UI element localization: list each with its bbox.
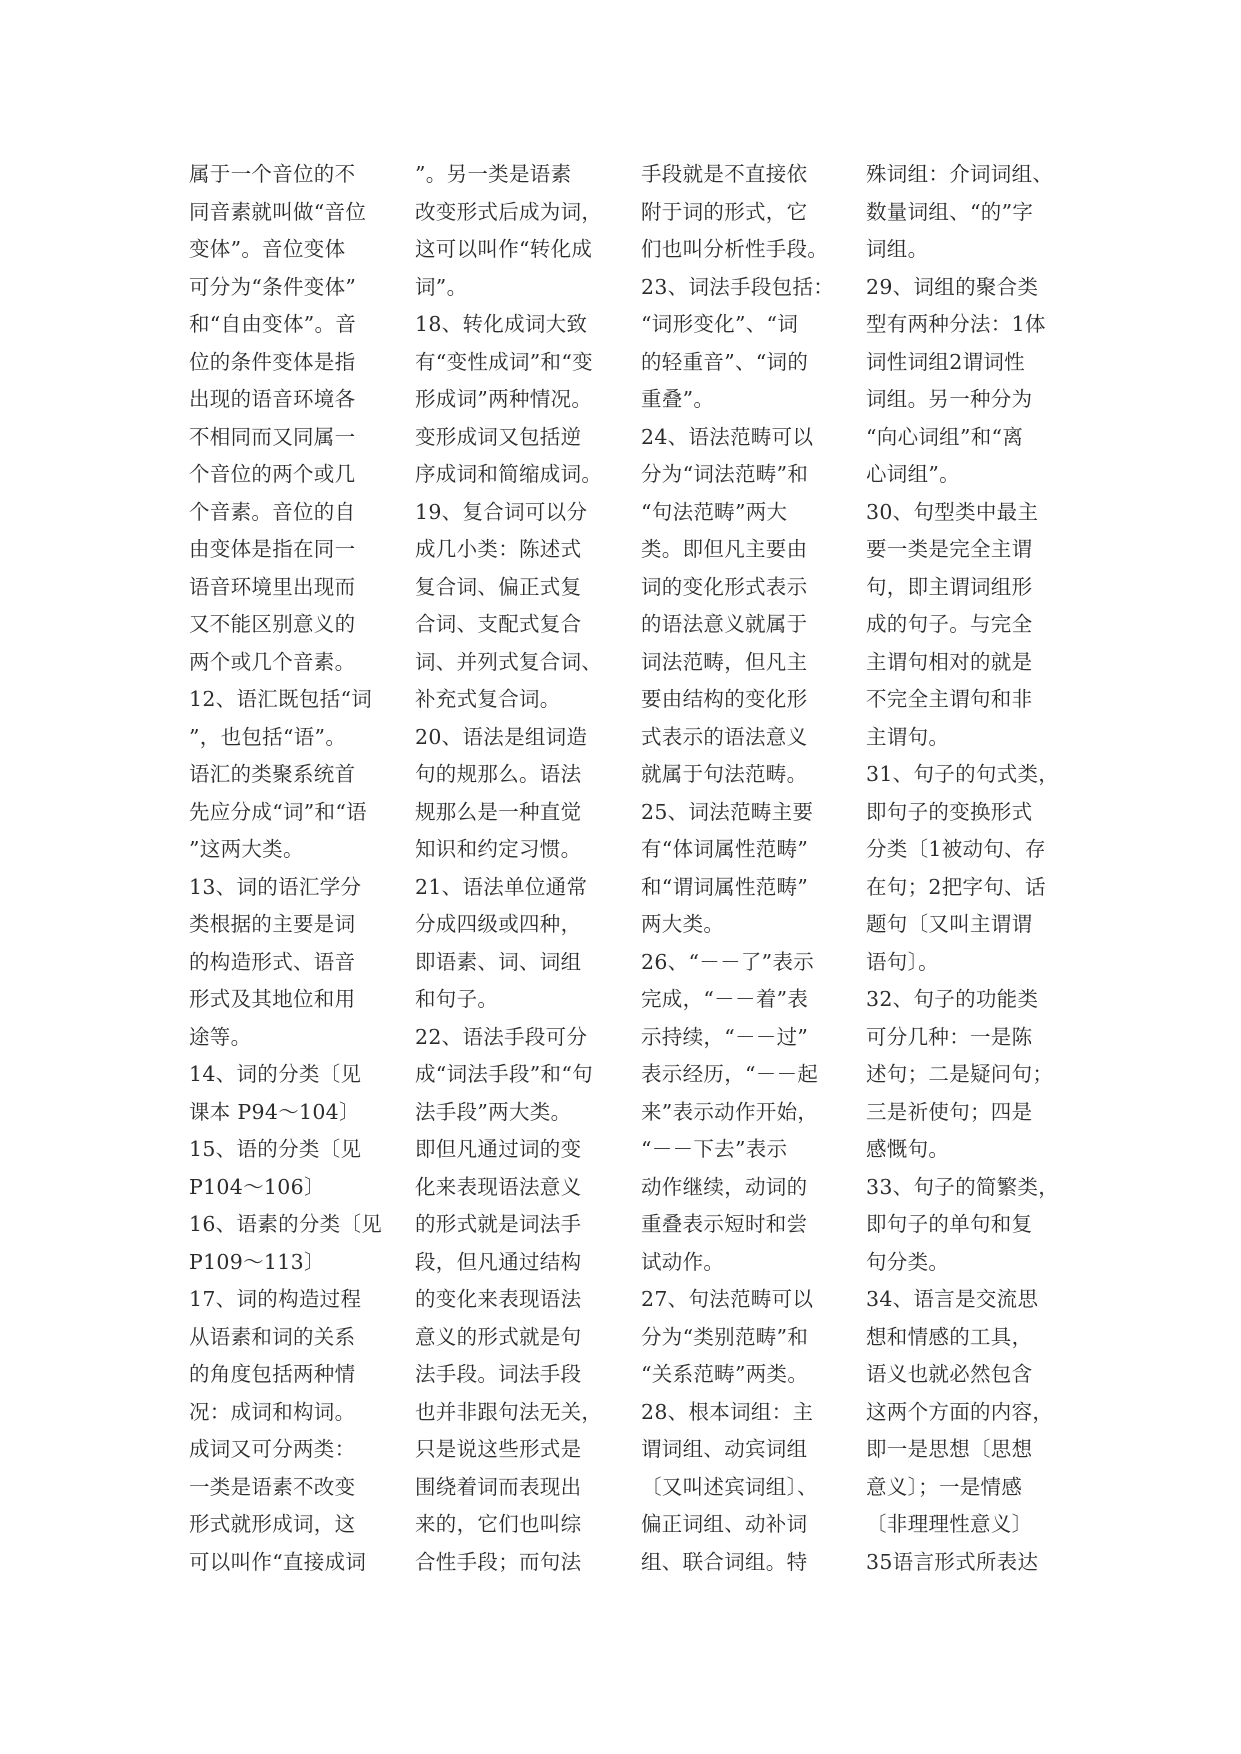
text-line: 分为“词法范畴”和 xyxy=(641,462,809,486)
text-line: 式表示的语法意义 xyxy=(641,724,808,749)
text-line: 这可以叫作“转化成 xyxy=(415,237,593,261)
text-line: 想和情感的工具， xyxy=(866,1324,1033,1349)
text-line: 先应分成“词”和“语 xyxy=(189,799,367,824)
text-line: 分类〔1被动句、存 xyxy=(866,837,1046,861)
text-line: 的角度包括两种情 xyxy=(189,1362,356,1386)
text-line: 有“体词属性范畴” xyxy=(641,837,809,861)
text-line: 变形成词又包括逆 xyxy=(415,424,582,449)
text-line: 12、语汇既包括“词 xyxy=(189,687,373,711)
text-line: 和“自由变体”。音 xyxy=(189,312,357,336)
text-line: 成的句子。与完全 xyxy=(866,612,1033,636)
text-line: 语音环境里出现而 xyxy=(189,574,356,599)
text-line: 29、词组的聚合类 xyxy=(866,274,1039,299)
text-line: 课本 P94～104〕 xyxy=(189,1099,360,1124)
text-line: 又不能区别意义的 xyxy=(189,612,356,636)
text-line: P104～106〕 xyxy=(189,1174,325,1199)
text-line: 属于一个音位的不 xyxy=(189,162,356,186)
text-line: 词法范畴，但凡主 xyxy=(641,649,808,674)
text-line: 殊词组：介词词组、 xyxy=(866,162,1054,186)
text-line: 类根据的主要是词 xyxy=(189,912,356,936)
text-line: 一类是语素不改变 xyxy=(189,1474,356,1499)
text-line: 成词又可分两类： xyxy=(189,1437,356,1461)
text-line: 出现的语音环境各 xyxy=(189,387,356,411)
text-line: ”。另一类是语素 xyxy=(415,162,572,186)
text-line: 不相同而又同属一 xyxy=(189,424,356,449)
text-line: 知识和约定习惯。 xyxy=(415,837,582,861)
text-line: 分成四级或四种， xyxy=(415,912,582,936)
text-line: 完成，“－－着”表 xyxy=(641,987,809,1011)
text-line: 即句子的变换形式 xyxy=(866,799,1033,824)
text-line: 词组。另一种分为 xyxy=(866,387,1033,411)
text-line: 即句子的单句和复 xyxy=(866,1212,1033,1236)
text-line: 有“变性成词”和“变 xyxy=(415,349,593,374)
text-line: 19、复合词可以分 xyxy=(415,499,588,524)
text-line: 不完全主谓句和非 xyxy=(866,687,1033,711)
text-line: 形式就形成词，这 xyxy=(189,1512,356,1536)
text-line: 重叠”。 xyxy=(641,387,715,411)
text-line: 33、句子的简繁类， xyxy=(866,1174,1060,1199)
text-line: “句法范畴”两大 xyxy=(641,499,788,524)
text-line: 词性词组2谓词性 xyxy=(866,349,1025,374)
text-line: 类。即但凡主要由 xyxy=(641,537,808,561)
text-line: 21、语法单位通常 xyxy=(415,874,588,899)
text-line: 形式及其地位和用 xyxy=(189,987,356,1011)
text-line: 同音素就叫做“音位 xyxy=(189,199,367,224)
text-line: 语句〕。 xyxy=(866,949,939,974)
text-line: “关系范畴”两类。 xyxy=(641,1362,809,1386)
text-line: 15、语的分类〔见 xyxy=(189,1137,362,1161)
text-line: 的变化来表现语法 xyxy=(415,1287,582,1311)
text-line: 23、词法手段包括： xyxy=(641,274,835,299)
text-line: 〔又叫述宾词组〕、 xyxy=(641,1474,818,1499)
text-line: 35语言形式所表达 xyxy=(866,1549,1039,1574)
text-line: 偏正词组、动补词 xyxy=(641,1512,808,1536)
text-column-3 xyxy=(641,156,841,1581)
text-line: 合词、支配式复合 xyxy=(415,612,582,636)
text-line: 34、语言是交流思 xyxy=(866,1287,1039,1311)
text-line: 可分为“条件变体” xyxy=(189,274,357,299)
text-line: “－－下去”表示 xyxy=(641,1137,788,1161)
text-line: 主谓句相对的就是 xyxy=(866,649,1033,674)
text-line: 合性手段；而句法 xyxy=(415,1549,582,1574)
text-line: 26、“－－了”表示 xyxy=(641,949,815,974)
text-line: 感慨句。 xyxy=(866,1137,950,1161)
text-line: 示持续，“－－过” xyxy=(641,1024,809,1049)
text-line: 附于词的形式，它 xyxy=(641,199,808,224)
text-line: 语汇的类聚系统首 xyxy=(189,762,356,786)
text-line: 的语法意义就属于 xyxy=(641,612,808,636)
text-line: 组、联合词组。特 xyxy=(641,1549,808,1574)
text-line: 法手段”两大类。 xyxy=(415,1099,572,1124)
text-line: 词、并列式复合词、 xyxy=(415,649,603,674)
text-line: 两大类。 xyxy=(641,912,725,936)
text-line: 表示经历，“－－起 xyxy=(641,1062,819,1086)
text-line: 主谓句。 xyxy=(866,724,950,749)
text-line: 来”表示动作开始， xyxy=(641,1099,819,1124)
text-line: 改变形式后成为词， xyxy=(415,199,603,224)
text-line: 的构造形式、语音 xyxy=(189,949,356,974)
text-line: 25、词法范畴主要 xyxy=(641,799,814,824)
text-line: 也并非跟句法无关， xyxy=(415,1399,603,1424)
text-line: 就属于句法范畴。 xyxy=(641,762,808,786)
text-line: 况：成词和构词。 xyxy=(189,1399,356,1424)
text-line: 成几小类：陈述式 xyxy=(415,537,582,561)
text-line: 句分类。 xyxy=(866,1249,950,1274)
text-line: 和“谓词属性范畴” xyxy=(641,874,809,899)
text-line: 意义〕；一是情感 xyxy=(866,1474,1023,1499)
text-line: 14、词的分类〔见 xyxy=(189,1062,362,1086)
text-line: 型有两种分法：1体 xyxy=(866,312,1046,336)
text-line: 〔非理理性意义〕 xyxy=(866,1512,1033,1536)
text-line: 化来表现语法意义 xyxy=(415,1174,582,1199)
text-line: P109～113〕 xyxy=(189,1249,325,1274)
text-line: 13、词的语汇学分 xyxy=(189,874,362,899)
text-line: 30、句型类中最主 xyxy=(866,499,1039,524)
text-line: 要由结构的变化形 xyxy=(641,687,808,711)
text-line: 段，但凡通过结构 xyxy=(415,1249,582,1274)
text-line: 三是祈使句；四是 xyxy=(866,1099,1033,1124)
text-line: 动作继续，动词的 xyxy=(641,1174,808,1199)
text-line: 法手段。词法手段 xyxy=(415,1362,582,1386)
text-line: 词组。 xyxy=(866,237,929,261)
text-line: 规那么是一种直觉 xyxy=(415,799,582,824)
text-line: 途等。 xyxy=(189,1024,252,1049)
text-line: 位的条件变体是指 xyxy=(189,349,356,374)
text-line: 补充式复合词。 xyxy=(415,687,561,711)
text-line: 要一类是完全主谓 xyxy=(866,537,1033,561)
text-line: 语义也就必然包含 xyxy=(866,1362,1033,1386)
text-line: 即但凡通过词的变 xyxy=(415,1137,582,1161)
text-line: 在句；2把字句、话 xyxy=(866,874,1046,899)
text-line: “向心词组”和“离 xyxy=(866,424,1024,449)
text-line: 变体”。音位变体 xyxy=(189,237,346,261)
text-line: 句，即主谓词组形 xyxy=(866,574,1033,599)
text-line: ”，也包括“语”。 xyxy=(189,724,347,749)
text-line: 22、语法手段可分 xyxy=(415,1024,588,1049)
text-line: 即语素、词、词组 xyxy=(415,949,582,974)
text-line: 谓词组、动宾词组 xyxy=(641,1437,808,1461)
text-line: 31、句子的句式类， xyxy=(866,762,1060,786)
text-line: 个音素。音位的自 xyxy=(189,499,356,524)
text-line: 心词组”。 xyxy=(866,462,960,486)
text-line: 序成词和简缩成词。 xyxy=(415,462,603,486)
text-line: “词形变化”、“词 xyxy=(641,312,799,336)
text-line: 由变体是指在同一 xyxy=(189,537,356,561)
text-line: 这两个方面的内容， xyxy=(866,1399,1054,1424)
text-line: 述句；二是疑问句； xyxy=(866,1062,1054,1086)
text-line: 从语素和词的关系 xyxy=(189,1324,356,1349)
text-line: 成“词法手段”和“句 xyxy=(415,1062,593,1086)
text-line: 来的，它们也叫综 xyxy=(415,1512,582,1536)
text-line: 词的变化形式表示 xyxy=(641,574,808,599)
text-line: 的形式就是词法手 xyxy=(415,1212,582,1236)
text-column-2 xyxy=(415,156,615,1581)
text-line: 们也叫分析性手段。 xyxy=(641,237,829,261)
text-column-4 xyxy=(866,156,1066,1581)
text-line: 可以叫作“直接成词 xyxy=(189,1549,367,1574)
text-line: 句的规那么。语法 xyxy=(415,762,582,786)
text-line: 24、语法范畴可以 xyxy=(641,424,814,449)
text-line: 手段就是不直接依 xyxy=(641,162,808,186)
text-line: 16、语素的分类〔见 xyxy=(189,1212,383,1236)
text-line: 试动作。 xyxy=(641,1249,725,1274)
text-line: 形成词”两种情况。 xyxy=(415,387,593,411)
text-line: 和句子。 xyxy=(415,987,499,1011)
text-line: 两个或几个音素。 xyxy=(189,649,356,674)
text-line: 数量词组、“的”字 xyxy=(866,199,1034,224)
text-line: 复合词、偏正式复 xyxy=(415,574,582,599)
text-column-1 xyxy=(189,156,389,1581)
text-line: ”这两大类。 xyxy=(189,837,304,861)
text-line: 可分几种：一是陈 xyxy=(866,1024,1033,1049)
text-line: 意义的形式就是句 xyxy=(415,1324,582,1349)
text-line: 即一是思想〔思想 xyxy=(866,1437,1033,1461)
text-line: 32、句子的功能类 xyxy=(866,987,1039,1011)
text-line: 27、句法范畴可以 xyxy=(641,1287,814,1311)
text-line: 18、转化成词大致 xyxy=(415,312,588,336)
text-line: 个音位的两个或几 xyxy=(189,462,356,486)
text-line: 的轻重音”、“词的 xyxy=(641,349,809,374)
text-line: 围绕着词而表现出 xyxy=(415,1474,582,1499)
text-line: 17、词的构造过程 xyxy=(189,1287,362,1311)
text-line: 28、根本词组：主 xyxy=(641,1399,814,1424)
text-line: 题句〔又叫主谓谓 xyxy=(866,912,1033,936)
text-line: 词”。 xyxy=(415,274,468,299)
text-line: 只是说这些形式是 xyxy=(415,1437,582,1461)
text-line: 分为“类别范畴”和 xyxy=(641,1324,809,1349)
text-line: 20、语法是组词造 xyxy=(415,724,588,749)
text-line: 重叠表示短时和尝 xyxy=(641,1212,808,1236)
